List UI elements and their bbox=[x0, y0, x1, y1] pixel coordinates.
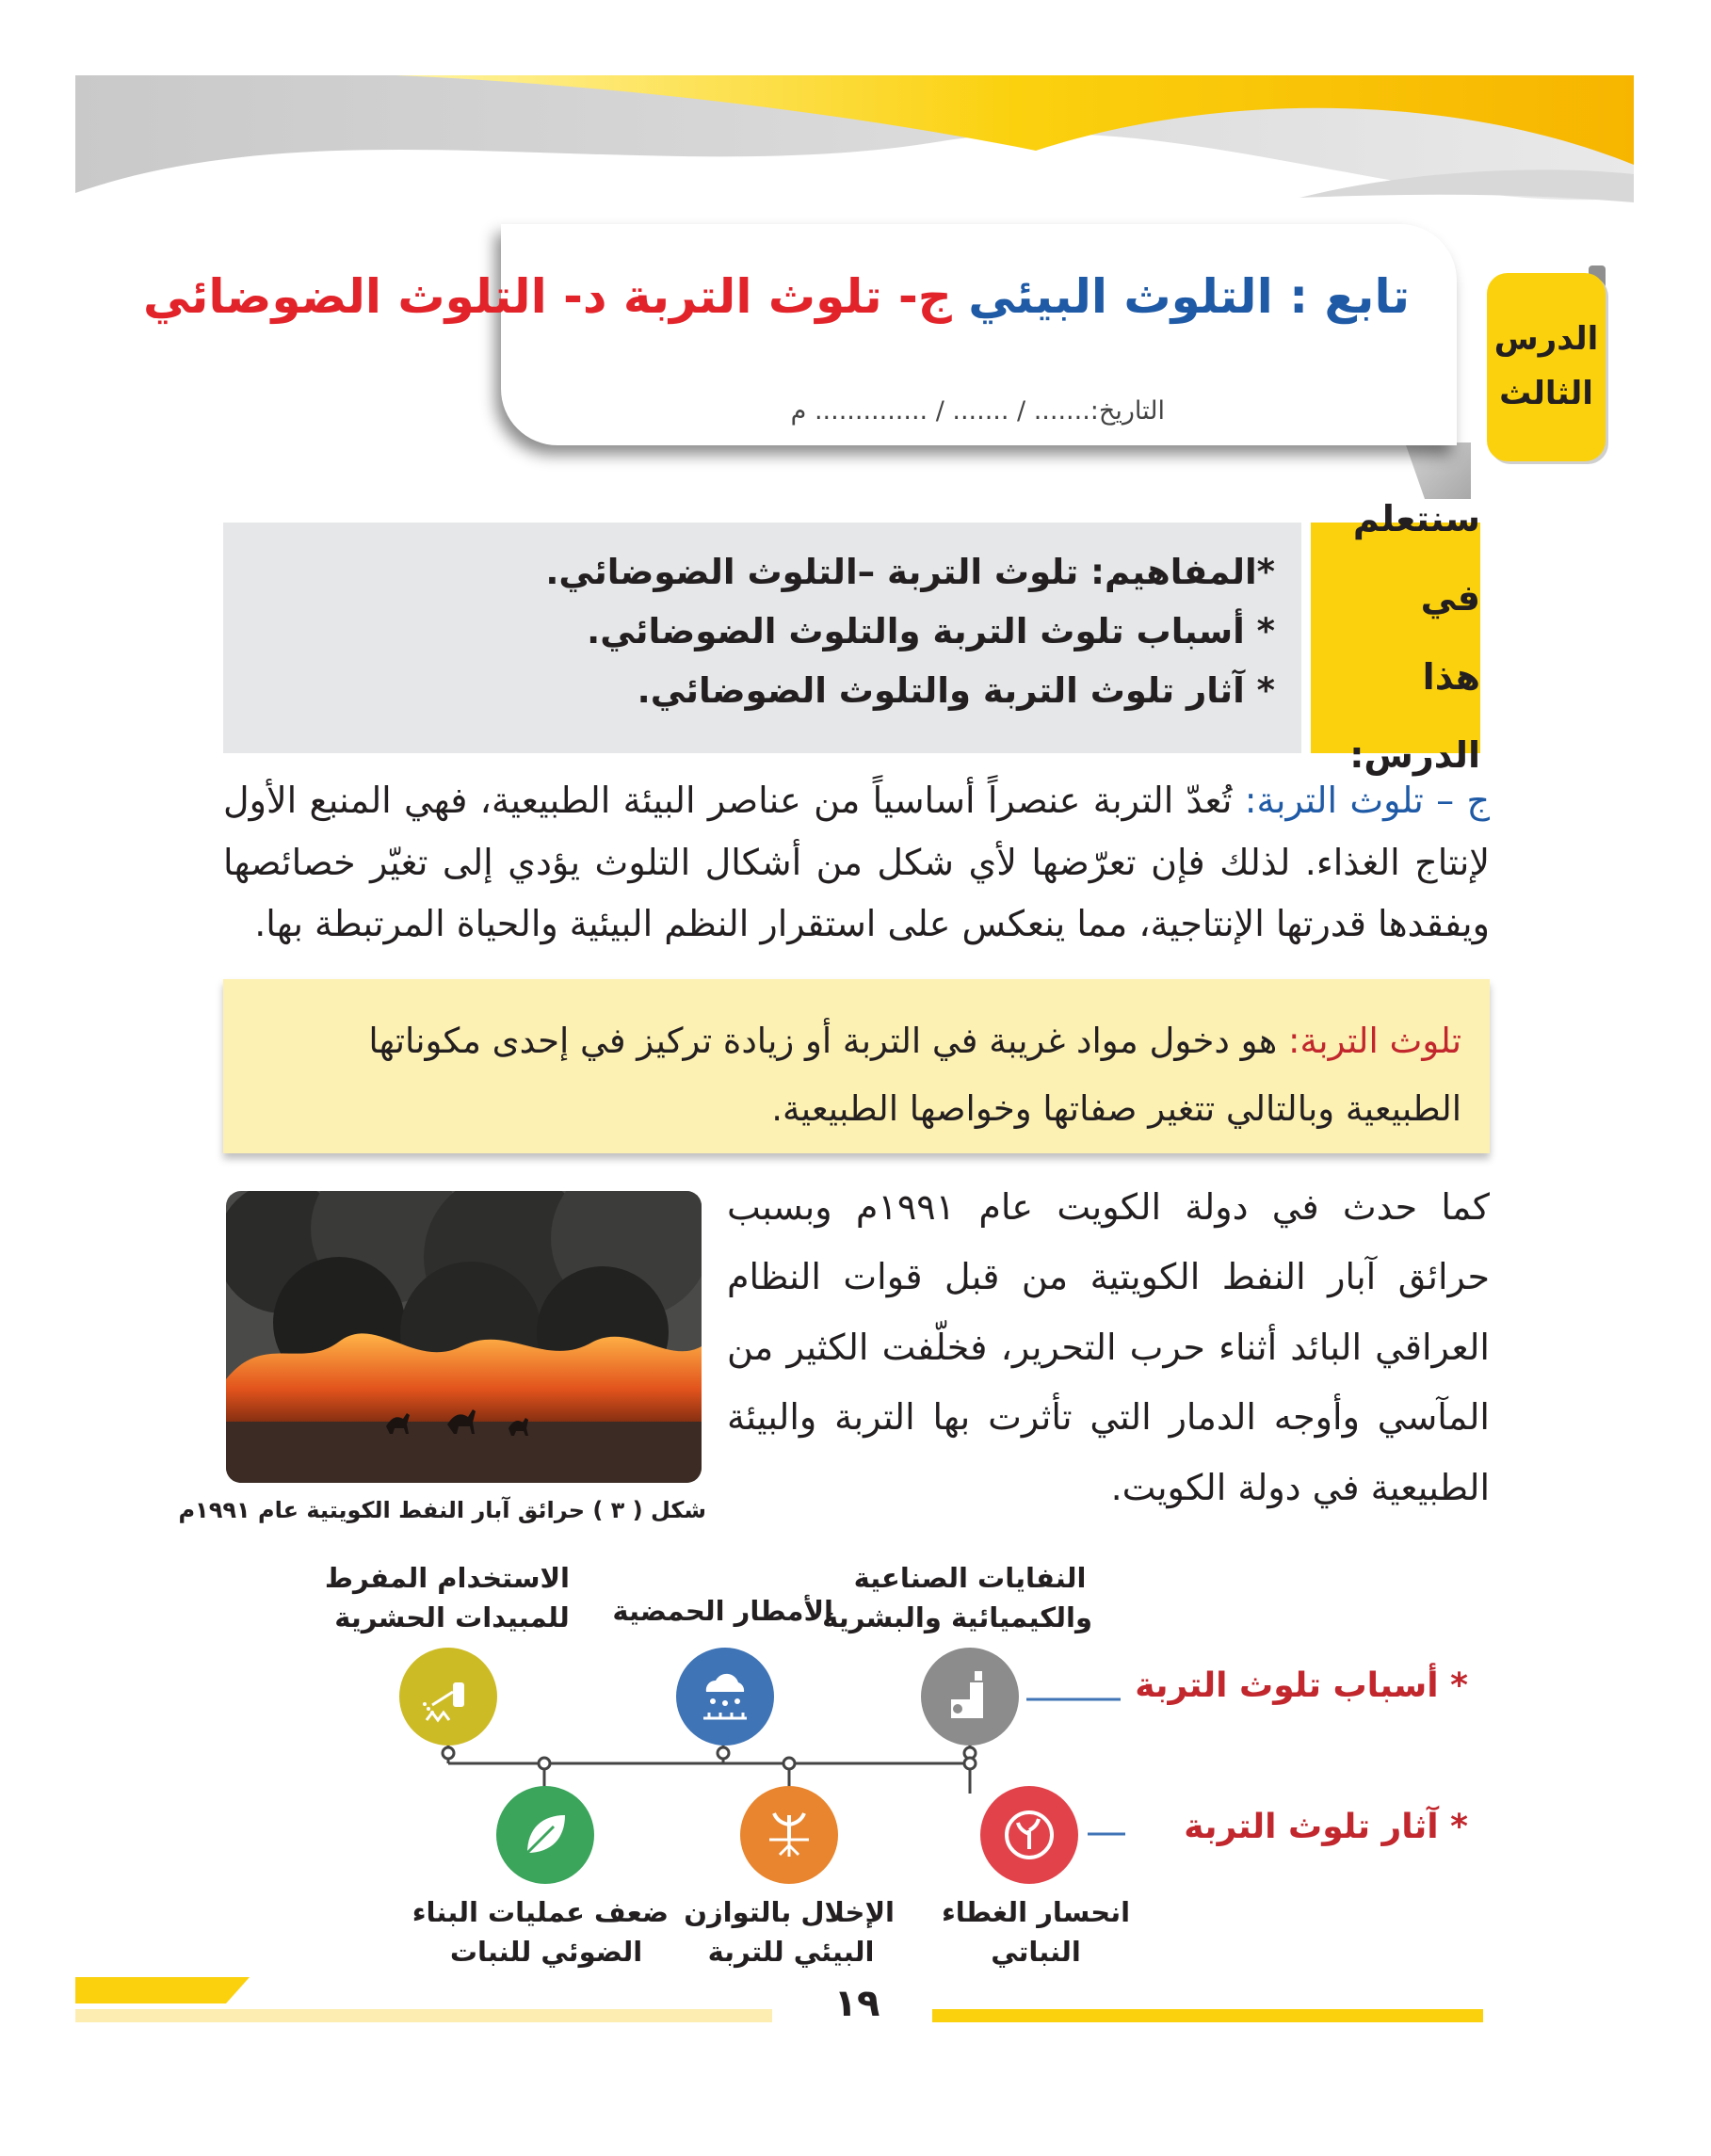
definition-text: هو دخول مواد غريبة في التربة أو زيادة تركيز في إحدى مكوناتها الطبيعية وبالتالي تتغير صفاتها وخواصها الطبيعية. bbox=[368, 1021, 1461, 1130]
objectives-list bbox=[223, 523, 1301, 753]
objectives-label-line2: هذا الدرس: bbox=[1349, 655, 1480, 777]
objective-item: * آثار تلوث التربة والتلوث الضوضائي. bbox=[637, 669, 1275, 711]
objectives-label-line1: سنتعلم في bbox=[1352, 498, 1480, 619]
lesson-badge bbox=[1487, 273, 1606, 461]
kuwait-paragraph: كما حدث في دولة الكويت عام ١٩٩١م وبسبب حرائق آبار النفط الكويتية من قبل قوات النظام العراقي البائد أثناء حرب التحرير، فخلّفت الكثير من المآسي وأوجه الدمار التي تأثرت بها التربة والبيئة الطبيعية في دولة الكويت. bbox=[727, 1186, 1490, 1508]
header-swoosh bbox=[0, 0, 1711, 217]
objective-item: *المفاهيم: تلوث التربة –التلوث الضوضائي. bbox=[545, 552, 1275, 592]
objectives-label bbox=[1311, 498, 1480, 777]
acid-rain-icon bbox=[676, 1648, 774, 1746]
cause-text-industrial: النفايات الصناعية والكيميائية والبشرية bbox=[822, 1562, 1092, 1634]
title-card bbox=[143, 224, 1457, 445]
causes-label: * أسباب تلوث التربة bbox=[1135, 1666, 1468, 1705]
effects-label: * آثار تلوث التربة bbox=[1184, 1808, 1468, 1846]
sprout-roots-icon bbox=[740, 1786, 838, 1884]
definition-term: تلوث التربة: bbox=[1288, 1021, 1461, 1061]
objective-item: * أسباب تلوث التربة والتلوث الضوضائي. bbox=[587, 610, 1275, 652]
effect-text-balance: الإخلال بالتوازن البيئي للتربة bbox=[684, 1896, 895, 1969]
factory-icon bbox=[921, 1648, 1019, 1746]
page-number: ١٩ bbox=[833, 1982, 880, 2025]
intro-text: تُعدّ التربة عنصراً أساسياً من عناصر البيئة الطبيعية، فهي المنبع الأول لإنتاج الغذاء. لذلك فإن تعرّضها لأي شكل من أشكال التلوث يؤدي إلى تغيّر خصائصها ويفقدها قدرتها الإنتاجية، مما ينعكس على استقرار النظم البيئية والحياة المرتبطة بها. bbox=[223, 780, 1490, 945]
cause-text-acid-rain: الأمطار الحمضية bbox=[612, 1595, 833, 1627]
oil-fires-photo bbox=[226, 1191, 702, 1483]
page-title-main: تابع : التلوث البيئي bbox=[968, 269, 1410, 324]
effect-text-vegetation: انحسار الغطاء النباتي bbox=[941, 1896, 1131, 1969]
intro-lead: ج – تلوث التربة: bbox=[1244, 780, 1490, 821]
figure-caption: شكل ( ٣ ) حرائق آبار النفط الكويتية عام ١٩٩١م bbox=[178, 1497, 706, 1523]
date-field: التاريخ:....... / ....... / .............. م bbox=[790, 396, 1165, 426]
intro-paragraph bbox=[223, 770, 1490, 956]
page-title bbox=[143, 269, 1410, 324]
wilting-plant-icon bbox=[980, 1786, 1078, 1884]
pesticide-sprayer-icon bbox=[399, 1648, 497, 1746]
cause-text-pesticides: الاستخدام المفرط للمبيدات الحشرية bbox=[324, 1562, 570, 1634]
lesson-badge-line2: الثالث bbox=[1499, 375, 1593, 412]
definition-box bbox=[223, 979, 1490, 1153]
leaf-icon bbox=[496, 1786, 594, 1884]
page-title-subtopics: ج- تلوث التربة د- التلوث الضوضائي bbox=[143, 269, 969, 324]
lesson-badge-line1: الدرس bbox=[1493, 320, 1599, 359]
effect-text-photosynthesis: ضعف عمليات البناء الضوئي للنبات bbox=[412, 1896, 669, 1969]
